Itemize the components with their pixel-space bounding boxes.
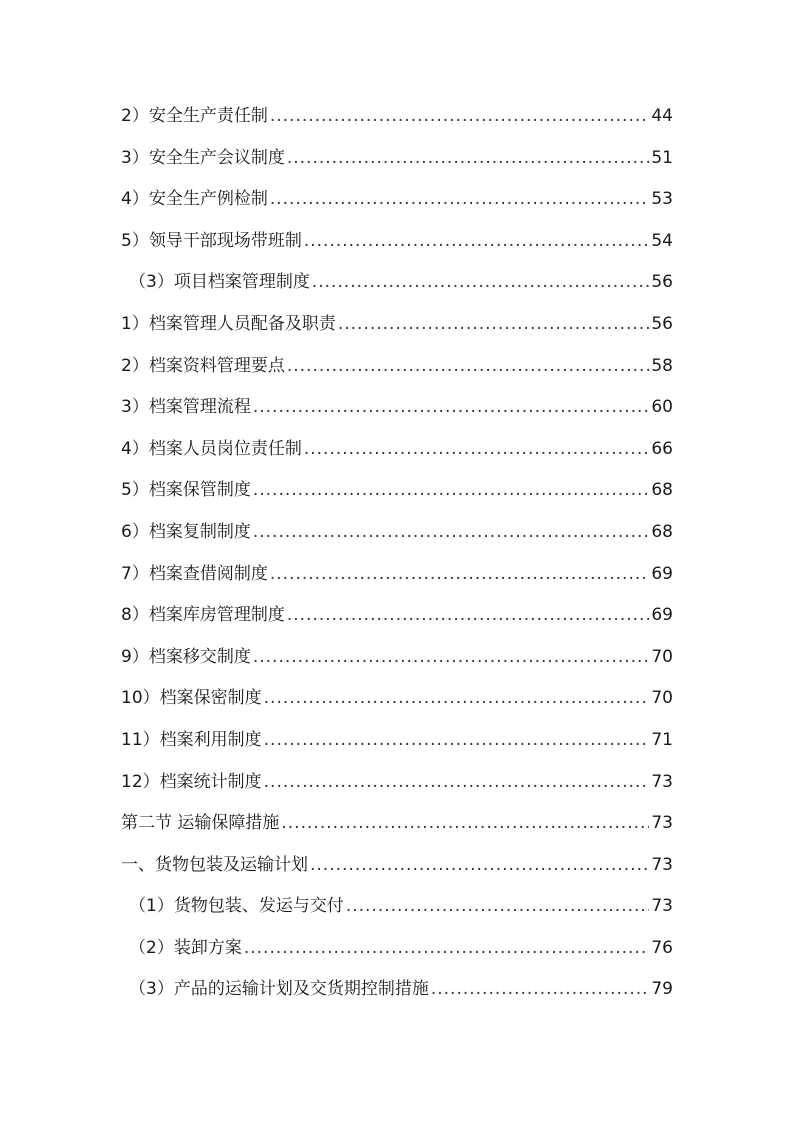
toc-dot-leader (338, 304, 650, 346)
toc-entry-page-number: 53 (651, 189, 673, 210)
toc-entry-title: 8）档案库房管理制度 (121, 605, 285, 626)
toc-entry[interactable] (121, 304, 673, 346)
toc-entry-title: 3）安全生产会议制度 (121, 147, 285, 168)
toc-entry[interactable] (121, 720, 673, 762)
toc-entry-title: 3）档案管理流程 (121, 397, 251, 418)
toc-entry[interactable] (121, 262, 673, 304)
toc-dot-leader (244, 928, 650, 970)
toc-dot-leader (264, 678, 650, 720)
toc-entry-page-number: 71 (651, 729, 673, 750)
toc-entry-page-number: 69 (651, 563, 673, 584)
toc-dot-leader (281, 803, 649, 845)
toc-entry-page-number: 70 (651, 688, 673, 709)
toc-entry-page-number: 56 (651, 313, 673, 334)
toc-dot-leader (270, 179, 650, 221)
toc-entry-page-number: 73 (651, 813, 673, 834)
toc-entry-page-number: 66 (651, 438, 673, 459)
toc-dot-leader (304, 221, 650, 263)
toc-dot-leader (253, 387, 650, 429)
toc-dot-leader (310, 845, 649, 887)
toc-entry-page-number: 68 (651, 480, 673, 501)
toc-entry-page-number: 73 (651, 854, 673, 875)
toc-dot-leader (304, 429, 650, 471)
toc-dot-leader (270, 554, 650, 596)
toc-entry-title: 5）领导干部现场带班制 (121, 230, 302, 251)
toc-entry-title: 9）档案移交制度 (121, 646, 251, 667)
toc-entry-title: 7）档案查借阅制度 (121, 563, 268, 584)
toc-entry[interactable] (121, 678, 673, 720)
toc-dot-leader (264, 762, 650, 804)
toc-entry-title: 一、货物包装及运输计划 (121, 854, 308, 875)
toc-dot-leader (431, 969, 650, 1011)
toc-entry-page-number: 44 (651, 106, 673, 126)
toc-entry[interactable] (121, 138, 673, 180)
toc-entry[interactable] (121, 470, 673, 512)
toc-entry-title: 1）档案管理人员配备及职责 (121, 313, 336, 334)
toc-entry-title: 10）档案保密制度 (121, 688, 262, 709)
toc-dot-leader (287, 138, 650, 180)
toc-entry-title: 11）档案利用制度 (121, 729, 262, 750)
toc-entry[interactable] (121, 803, 673, 845)
toc-entry-page-number: 69 (651, 605, 673, 626)
toc-entry-title: 12）档案统计制度 (121, 771, 262, 792)
toc-entry[interactable] (121, 179, 673, 221)
toc-entry[interactable] (121, 762, 673, 804)
toc-entry-page-number: 60 (651, 397, 673, 418)
toc-entry-title: （3）项目档案管理制度 (129, 272, 310, 293)
toc-entry-title: 6）档案复制制度 (121, 521, 251, 542)
toc-entry-title: （2）装卸方案 (129, 937, 242, 958)
toc-entry-title: 4）安全生产例检制 (121, 189, 268, 210)
toc-entry-page-number: 58 (651, 355, 673, 376)
toc-entry-page-number: 73 (651, 896, 673, 917)
toc-entry[interactable] (121, 346, 673, 388)
toc-entry[interactable] (121, 928, 673, 970)
toc-entry-page-number: 56 (651, 272, 673, 293)
toc-entry-title: （3）产品的运输计划及交货期控制措施 (129, 979, 429, 1000)
toc-entry[interactable] (121, 387, 673, 429)
toc-dot-leader (270, 96, 650, 138)
table-of-contents (121, 96, 673, 1011)
toc-dot-leader (287, 595, 650, 637)
toc-entry[interactable] (121, 845, 673, 887)
toc-entry[interactable] (121, 595, 673, 637)
toc-entry[interactable] (121, 429, 673, 471)
toc-entry[interactable] (121, 637, 673, 679)
toc-entry-page-number: 76 (651, 937, 673, 958)
toc-dot-leader (287, 346, 650, 388)
toc-entry-title: 2）档案资料管理要点 (121, 355, 285, 376)
toc-entry[interactable] (121, 886, 673, 928)
toc-entry[interactable] (121, 96, 673, 138)
toc-dot-leader (312, 262, 650, 304)
toc-entry[interactable] (121, 969, 673, 1011)
toc-entry-title: 4）档案人员岗位责任制 (121, 438, 302, 459)
toc-entry-page-number: 68 (651, 521, 673, 542)
toc-dot-leader (346, 886, 650, 928)
toc-dot-leader (253, 512, 650, 554)
toc-dot-leader (253, 637, 650, 679)
toc-entry-page-number: 54 (651, 230, 673, 251)
toc-entry[interactable] (121, 512, 673, 554)
toc-entry-page-number: 70 (651, 646, 673, 667)
toc-entry-page-number: 51 (651, 147, 673, 168)
toc-entry[interactable] (121, 554, 673, 596)
toc-entry-title: 2）安全生产责任制 (121, 106, 268, 126)
toc-entry[interactable] (121, 221, 673, 263)
toc-dot-leader (264, 720, 650, 762)
toc-entry-title: 第二节 运输保障措施 (121, 813, 280, 834)
toc-dot-leader (253, 470, 650, 512)
toc-entry-title: 5）档案保管制度 (121, 480, 251, 501)
toc-entry-title: （1）货物包装、发运与交付 (129, 896, 344, 917)
toc-entry-page-number: 79 (651, 979, 673, 1000)
toc-entry-page-number: 73 (651, 771, 673, 792)
